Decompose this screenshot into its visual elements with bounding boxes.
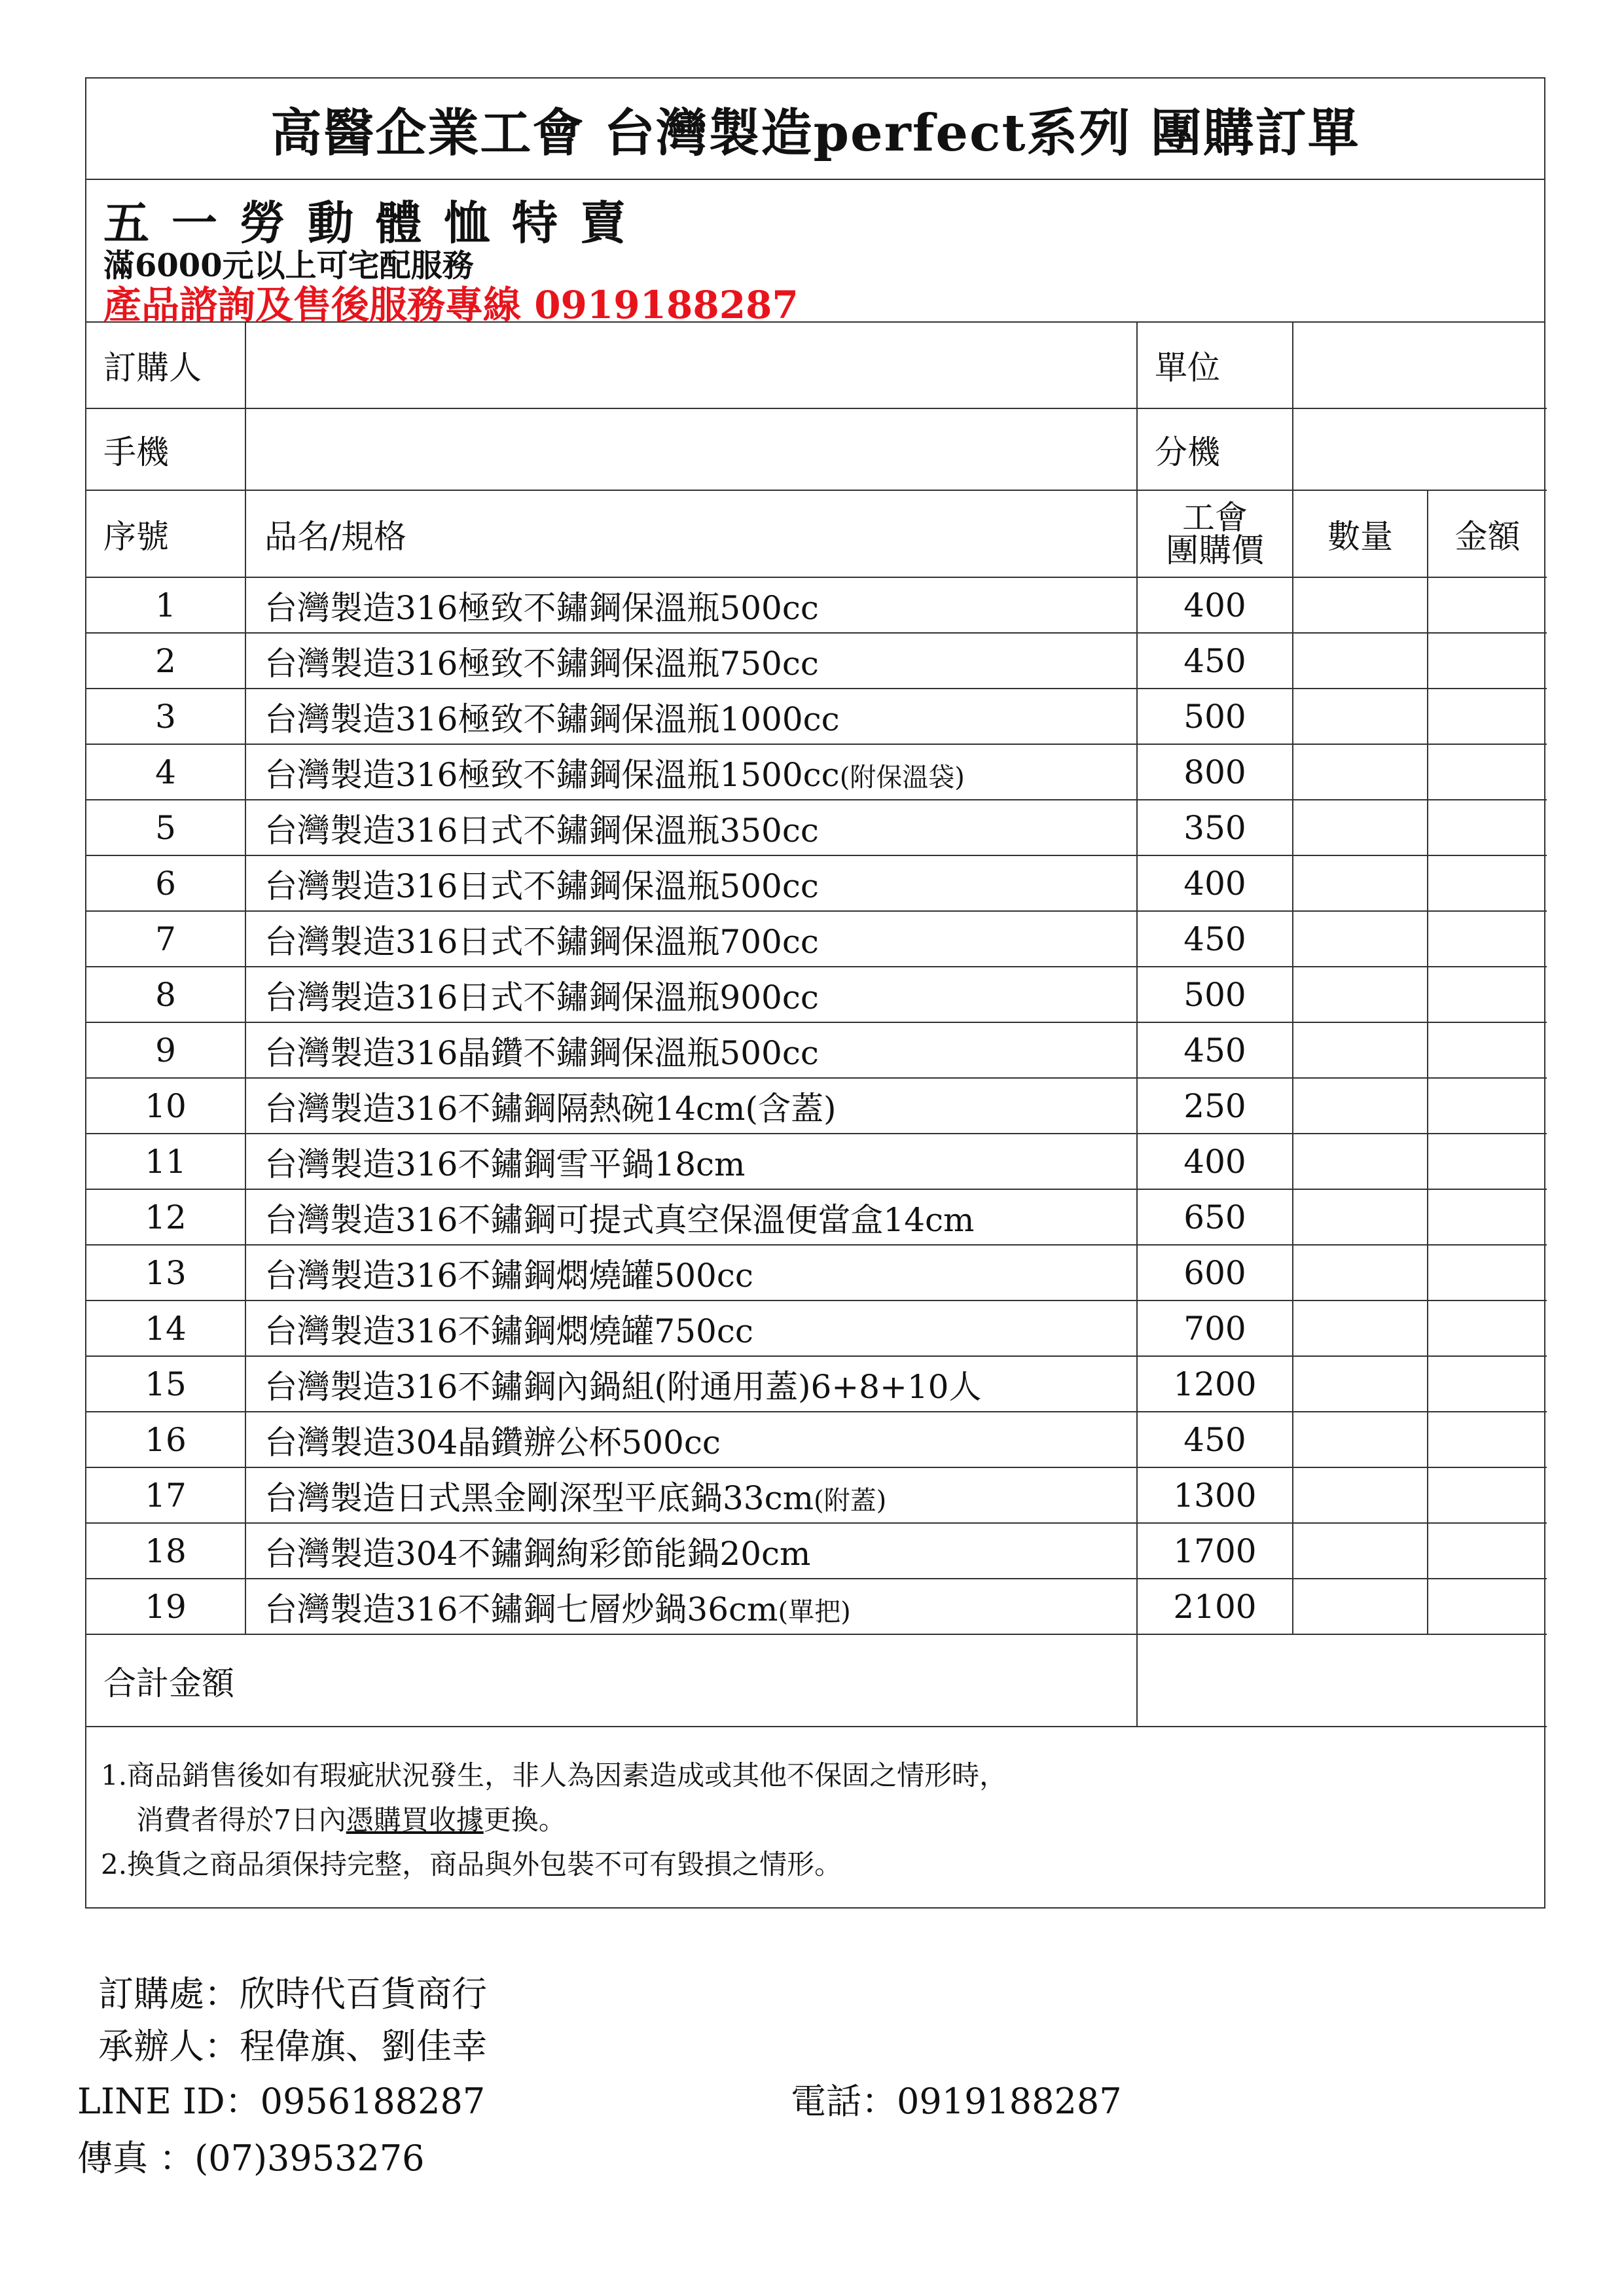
- unit-field[interactable]: [1293, 323, 1547, 408]
- header-price: [1137, 490, 1293, 577]
- item-no: 8: [86, 967, 245, 1022]
- item-name-cell: [245, 967, 1137, 1022]
- item-qty-field[interactable]: [1293, 577, 1428, 633]
- item-amount-field[interactable]: [1428, 1467, 1547, 1523]
- item-price: 250: [1137, 1078, 1293, 1134]
- item-qty-field[interactable]: [1293, 1078, 1428, 1134]
- order-place: 訂購處：欣時代百貨商行: [98, 1973, 487, 2015]
- item-amount-field[interactable]: [1428, 911, 1547, 967]
- item-name-cell: [245, 1134, 1137, 1189]
- item-name: 台灣製造316極致不鏽鋼保溫瓶750cc: [264, 644, 819, 683]
- header-price-line1: 工會: [1182, 498, 1248, 537]
- header-amount: 金額: [1428, 490, 1547, 577]
- unit-label: 單位: [1137, 323, 1293, 408]
- item-amount-field[interactable]: [1428, 855, 1547, 911]
- phone: 電話：0919188287: [791, 2081, 1122, 2122]
- item-name-cell: [245, 577, 1137, 633]
- item-name: 台灣製造316日式不鏽鋼保溫瓶700cc: [264, 922, 819, 961]
- item-amount-field[interactable]: [1428, 1412, 1547, 1467]
- item-amount-field[interactable]: [1428, 800, 1547, 855]
- item-amount-field[interactable]: [1428, 689, 1547, 744]
- item-name-cell: [245, 1189, 1137, 1245]
- item-no: 1: [86, 577, 245, 633]
- item-name: 台灣製造304不鏽鋼絢彩節能鍋20cm: [264, 1534, 811, 1573]
- item-no: 14: [86, 1300, 245, 1356]
- item-name-cell: [245, 1523, 1137, 1579]
- item-qty-field[interactable]: [1293, 1245, 1428, 1300]
- item-amount-field[interactable]: [1428, 1523, 1547, 1579]
- item-name: 台灣製造316極致不鏽鋼保溫瓶1000cc: [264, 700, 840, 738]
- header-price-line2: 團購價: [1166, 531, 1264, 569]
- table-row: [86, 1189, 1547, 1245]
- item-no: 17: [86, 1467, 245, 1523]
- item-no: 13: [86, 1245, 245, 1300]
- delivery-note: 滿6000元以上可宅配服務: [103, 247, 474, 284]
- item-price: 400: [1137, 1134, 1293, 1189]
- item-name: 台灣製造316不鏽鋼可提式真空保溫便當盒14cm: [264, 1200, 975, 1239]
- item-price: 400: [1137, 855, 1293, 911]
- item-name-cell: [245, 1245, 1137, 1300]
- total-table: [86, 1635, 1547, 1727]
- fax: 傳真 ：(07)3953276: [77, 2138, 425, 2179]
- promo-section: [86, 180, 1544, 327]
- item-name-cell: [245, 1356, 1137, 1412]
- table-row: [86, 1356, 1547, 1412]
- item-qty-field[interactable]: [1293, 1412, 1428, 1467]
- table-row: [86, 1412, 1547, 1467]
- item-name: 台灣製造316不鏽鋼燜燒罐750cc: [264, 1312, 753, 1350]
- item-qty-field[interactable]: [1293, 1189, 1428, 1245]
- item-price: 450: [1137, 911, 1293, 967]
- total-label: 合計金額: [86, 1635, 1137, 1727]
- buyer-field[interactable]: [245, 323, 1137, 408]
- item-price: 400: [1137, 577, 1293, 633]
- table-row: [86, 1022, 1547, 1078]
- item-no: 4: [86, 744, 245, 800]
- item-name: 台灣製造304晶鑽辦公杯500cc: [264, 1423, 721, 1462]
- item-name: 台灣製造316日式不鏽鋼保溫瓶500cc: [264, 867, 819, 905]
- item-qty-field[interactable]: [1293, 967, 1428, 1022]
- item-qty-field[interactable]: [1293, 1022, 1428, 1078]
- item-no: 7: [86, 911, 245, 967]
- item-qty-field[interactable]: [1293, 1134, 1428, 1189]
- item-name: 台灣製造316日式不鏽鋼保溫瓶900cc: [264, 978, 819, 1016]
- item-amount-field[interactable]: [1428, 1579, 1547, 1634]
- note-line-2-post: 更換。: [483, 1804, 566, 1836]
- mobile-field[interactable]: [245, 408, 1137, 490]
- item-name: 台灣製造316極致不鏽鋼保溫瓶500cc: [264, 588, 819, 627]
- item-name: 台灣製造316不鏽鋼內鍋組(附通用蓋)6+8+10人: [264, 1367, 982, 1406]
- order-form: [85, 77, 1545, 1909]
- item-price: 450: [1137, 1412, 1293, 1467]
- notes-section: [86, 1727, 1544, 1887]
- item-name: 台灣製造316不鏽鋼隔熱碗14cm(含蓋): [264, 1089, 837, 1128]
- item-no: 10: [86, 1078, 245, 1134]
- item-amount-field[interactable]: [1428, 1022, 1547, 1078]
- table-row: [86, 1523, 1547, 1579]
- item-no: 6: [86, 855, 245, 911]
- ext-label: 分機: [1137, 408, 1293, 490]
- item-no: 19: [86, 1579, 245, 1634]
- item-price: 2100: [1137, 1579, 1293, 1634]
- item-amount-field[interactable]: [1428, 1300, 1547, 1356]
- item-name-cell: [245, 1078, 1137, 1134]
- item-name: 台灣製造日式黑金剛深型平底鍋33cm: [264, 1479, 814, 1517]
- item-no: 16: [86, 1412, 245, 1467]
- item-amount-field[interactable]: [1428, 1134, 1547, 1189]
- handlers: 承辦人：程偉旗、劉佳幸: [98, 2026, 487, 2067]
- item-price: 500: [1137, 689, 1293, 744]
- item-no: 3: [86, 689, 245, 744]
- item-qty-field[interactable]: [1293, 800, 1428, 855]
- item-price: 450: [1137, 1022, 1293, 1078]
- item-name-cell: [245, 1300, 1137, 1356]
- item-name-cell: [245, 1022, 1137, 1078]
- item-note: (附保溫袋): [839, 762, 965, 793]
- item-price: 450: [1137, 633, 1293, 689]
- note-line-2-pre: 消費者得於7日內: [136, 1804, 346, 1836]
- item-qty-field[interactable]: [1293, 633, 1428, 689]
- item-qty-field[interactable]: [1293, 855, 1428, 911]
- table-row: [86, 855, 1547, 911]
- table-row: [86, 800, 1547, 855]
- item-name: 台灣製造316日式不鏽鋼保溫瓶350cc: [264, 811, 819, 850]
- item-name-cell: [245, 744, 1137, 800]
- item-name-cell: [245, 800, 1137, 855]
- item-amount-field[interactable]: [1428, 1078, 1547, 1134]
- item-qty-field[interactable]: [1293, 911, 1428, 967]
- total-field[interactable]: [1137, 1635, 1547, 1727]
- table-row: [86, 967, 1547, 1022]
- table-row: [86, 1245, 1547, 1300]
- note-line-3: 2.換貨之商品須保持完整，商品與外包裝不可有毀損之情形。: [101, 1848, 842, 1880]
- item-amount-field[interactable]: [1428, 744, 1547, 800]
- item-no: 5: [86, 800, 245, 855]
- item-price: 1700: [1137, 1523, 1293, 1579]
- item-amount-field[interactable]: [1428, 1245, 1547, 1300]
- item-price: 350: [1137, 800, 1293, 855]
- item-no: 15: [86, 1356, 245, 1412]
- table-row: [86, 577, 1547, 633]
- item-amount-field[interactable]: [1428, 577, 1547, 633]
- note-line-1: 1.商品銷售後如有瑕疵狀況發生，非人為因素造成或其他不保固之情形時，: [101, 1759, 1007, 1791]
- item-name: 台灣製造316極致不鏽鋼保溫瓶1500cc: [264, 755, 840, 794]
- note-line-2: [101, 1798, 1544, 1842]
- table-row: [86, 1078, 1547, 1134]
- item-name: 台灣製造316不鏽鋼雪平鍋18cm: [264, 1145, 746, 1183]
- table-row: [86, 1467, 1547, 1523]
- item-no: 9: [86, 1022, 245, 1078]
- table-row: [86, 1579, 1547, 1634]
- item-qty-field[interactable]: [1293, 744, 1428, 800]
- ext-field[interactable]: [1293, 408, 1547, 490]
- item-amount-field[interactable]: [1428, 1189, 1547, 1245]
- item-qty-field[interactable]: [1293, 1300, 1428, 1356]
- item-amount-field[interactable]: [1428, 967, 1547, 1022]
- item-price: 500: [1137, 967, 1293, 1022]
- item-qty-field[interactable]: [1293, 1467, 1428, 1523]
- item-qty-field[interactable]: [1293, 689, 1428, 744]
- form-title: 高醫企業工會 台灣製造perfect系列 團購訂單: [86, 79, 1544, 180]
- item-name-cell: [245, 1467, 1137, 1523]
- item-name: 台灣製造316不鏽鋼燜燒罐500cc: [264, 1256, 753, 1295]
- item-name-cell: [245, 689, 1137, 744]
- header-no: 序號: [86, 490, 245, 577]
- order-table: [86, 323, 1547, 1635]
- promo-heading: 五一勞動體恤特賣: [103, 196, 648, 250]
- item-note: (單把): [778, 1596, 851, 1627]
- header-qty: 數量: [1293, 490, 1428, 577]
- item-note: (附蓋): [814, 1485, 887, 1516]
- item-name-cell: [245, 1579, 1137, 1634]
- item-no: 12: [86, 1189, 245, 1245]
- item-no: 18: [86, 1523, 245, 1579]
- item-qty-field[interactable]: [1293, 1579, 1428, 1634]
- item-name-cell: [245, 855, 1137, 911]
- note-line-2-underlined: 憑購買收據: [346, 1804, 484, 1836]
- item-no: 11: [86, 1134, 245, 1189]
- item-price: 700: [1137, 1300, 1293, 1356]
- buyer-label: 訂購人: [86, 323, 245, 408]
- item-name-cell: [245, 911, 1137, 967]
- table-header-row: [86, 490, 1547, 577]
- header-name: 品名/規格: [245, 490, 1137, 577]
- table-row: [86, 689, 1547, 744]
- item-price: 1300: [1137, 1467, 1293, 1523]
- item-amount-field[interactable]: [1428, 633, 1547, 689]
- item-price: 1200: [1137, 1356, 1293, 1412]
- table-row: [86, 1134, 1547, 1189]
- line-id: LINE ID：0956188287: [77, 2081, 486, 2122]
- item-name: 台灣製造316晶鑽不鏽鋼保溫瓶500cc: [264, 1033, 819, 1072]
- item-no: 2: [86, 633, 245, 689]
- service-hotline: 產品諮詢及售後服務專線 0919188287: [103, 283, 799, 327]
- item-qty-field[interactable]: [1293, 1523, 1428, 1579]
- table-row: [86, 633, 1547, 689]
- mobile-label: 手機: [86, 408, 245, 490]
- item-amount-field[interactable]: [1428, 1356, 1547, 1412]
- item-price: 600: [1137, 1245, 1293, 1300]
- table-row: [86, 911, 1547, 967]
- item-price: 650: [1137, 1189, 1293, 1245]
- item-name: 台灣製造316不鏽鋼七層炒鍋36cm: [264, 1590, 778, 1628]
- item-price: 800: [1137, 744, 1293, 800]
- item-qty-field[interactable]: [1293, 1356, 1428, 1412]
- table-row: [86, 1300, 1547, 1356]
- item-name-cell: [245, 1412, 1137, 1467]
- table-row: [86, 744, 1547, 800]
- item-name-cell: [245, 633, 1137, 689]
